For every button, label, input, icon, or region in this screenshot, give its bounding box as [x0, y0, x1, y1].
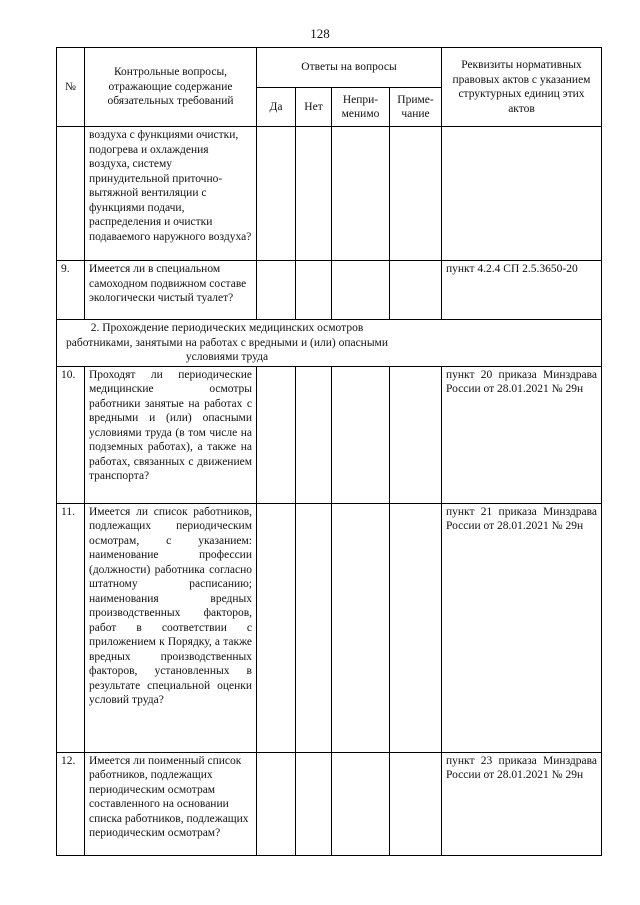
checklist-table	[56, 47, 602, 856]
row-ref: пункт 23 приказа Минздрава России от 28.01.2021 № 29н	[442, 752, 602, 855]
cell-no	[296, 752, 332, 855]
row-num: 12.	[57, 752, 85, 855]
cell-yes	[257, 366, 296, 503]
table-row	[57, 503, 602, 752]
header-refs: Реквизиты нормативных правовых актов с указанием структурных единиц этих актов	[442, 48, 602, 127]
row-question: Проходят ли периодические медицинские осмотры работники занятые на работах с вредными и (или) опасными условиями труда (в том числе на подземных работах), а также на работах, связанных с движением транспорта?	[85, 366, 257, 503]
row-ref	[442, 127, 602, 261]
row-question: Имеется ли поименный список работников, подлежащих периодическим осмотрам составленного на основании списка работников, подлежащих периодическим осмотрам?	[85, 752, 257, 855]
row-ref: пункт 21 приказа Минздрава России от 28.01.2021 № 29н	[442, 503, 602, 752]
cell-na	[332, 503, 390, 752]
table-row	[57, 127, 602, 261]
header-question: Контрольные вопросы, отражающие содержание обязательных требований	[85, 48, 257, 127]
section-title: 2. Прохождение периодических медицинских осмотров работниками, занятыми на работах с вредными и (или) опасными условиями труда	[57, 320, 602, 367]
cell-yes	[257, 127, 296, 261]
section-row	[57, 320, 602, 367]
header-na: Непри-менимо	[332, 88, 390, 127]
cell-no	[296, 366, 332, 503]
cell-na	[332, 261, 390, 320]
row-ref: пункт 20 приказа Минздрава России от 28.01.2021 № 29н	[442, 366, 602, 503]
cell-note	[390, 366, 442, 503]
header-no: Нет	[296, 88, 332, 127]
cell-yes	[257, 261, 296, 320]
cell-yes	[257, 752, 296, 855]
row-ref: пункт 4.2.4 СП 2.5.3650-20	[442, 261, 602, 320]
cell-note	[390, 127, 442, 261]
header-answers: Ответы на вопросы	[257, 48, 442, 88]
cell-no	[296, 503, 332, 752]
cell-na	[332, 366, 390, 503]
row-question: Имеется ли список работников, подлежащих периодическим осмотрам, с указанием: наименование профессии (должности) работника согласно штатному расписанию; наименования вредных производственных факторов, работ в соответствии с приложением к Порядку, а также вредных производственных факторов, установленных в результате специальной оценки условий труда?	[85, 503, 257, 752]
cell-note	[390, 503, 442, 752]
table-row	[57, 261, 602, 320]
row-question: воздуха с функциями очистки, подогрева и охлаждения воздуха, систему принудительной приточно-вытяжной вентиляции с функциями подачи, распределения и очистки подаваемого наружного воздуха?	[85, 127, 257, 261]
header-num: №	[57, 48, 85, 127]
cell-note	[390, 261, 442, 320]
table-row	[57, 752, 602, 855]
row-num: 10.	[57, 366, 85, 503]
cell-na	[332, 127, 390, 261]
page-number: 128	[310, 26, 330, 41]
row-num	[57, 127, 85, 261]
cell-note	[390, 752, 442, 855]
header-row	[57, 48, 602, 88]
cell-no	[296, 261, 332, 320]
cell-yes	[257, 503, 296, 752]
header-note: Приме-чание	[390, 88, 442, 127]
cell-na	[332, 752, 390, 855]
row-question: Имеется ли в специальном самоходном подвижном составе экологически чистый туалет?	[85, 261, 257, 320]
row-num: 9.	[57, 261, 85, 320]
header-yes: Да	[257, 88, 296, 127]
table-row	[57, 366, 602, 503]
cell-no	[296, 127, 332, 261]
row-num: 11.	[57, 503, 85, 752]
